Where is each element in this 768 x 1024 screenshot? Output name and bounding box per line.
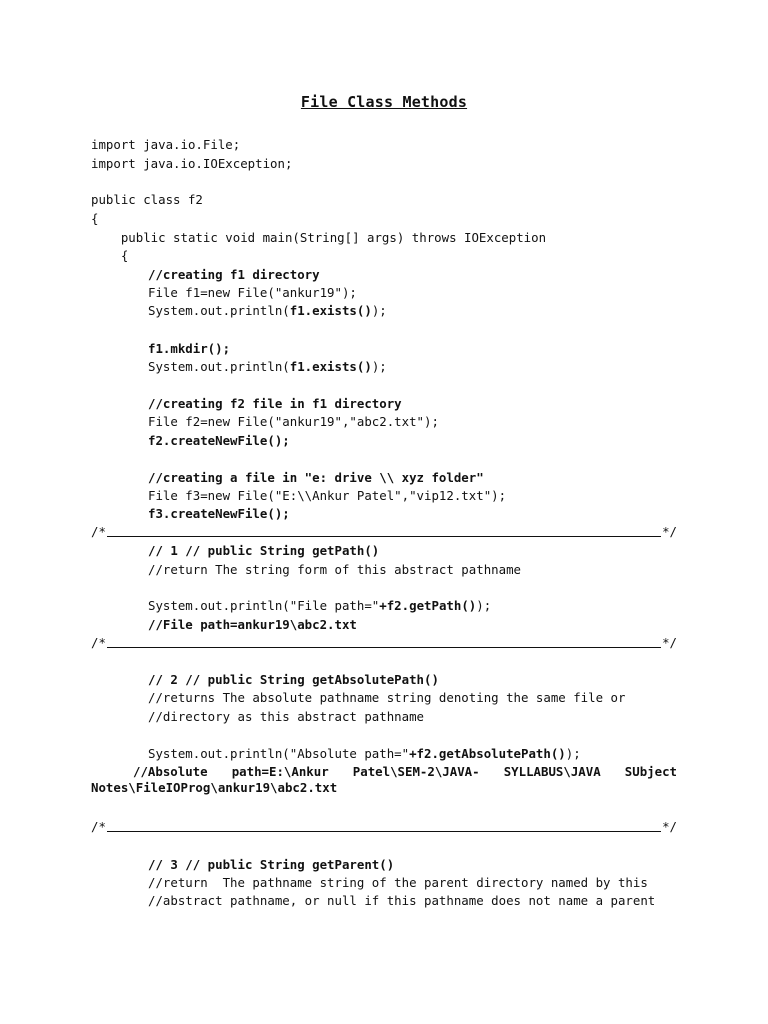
class-declaration-line: public class f2 (91, 192, 203, 207)
import-file-line: import java.io.File; (91, 137, 241, 152)
class-open-brace: { (91, 211, 99, 226)
heading-getparent: // 3 // public String getParent() (148, 857, 395, 872)
import-ioexception-line: import java.io.IOException; (91, 156, 293, 171)
separator-line: /* */ (91, 635, 677, 650)
comment-absolute-return-2: //directory as this abstract pathname (148, 709, 425, 724)
code-line-new-f2: File f2=new File("ankur19","abc2.txt"); (148, 414, 439, 429)
heading-getabsolutepath: // 2 // public String getAbsolutePath() (148, 672, 439, 687)
code-line-mkdir: f1.mkdir(); (148, 341, 231, 356)
comment-parent-return-2: //abstract pathname, or null if this pathname does not name a parent (148, 893, 656, 908)
code-line-new-f3: File f3=new File("E:\\Ankur Patel","vip12.txt"); (148, 488, 507, 503)
code-line-print-exists-1: System.out.println(f1.exists()); (148, 303, 387, 318)
separator-line: /* */ (91, 524, 677, 539)
comment-getpath-return: //return The string form of this abstract pathname (148, 562, 521, 577)
comment-absolute-output: //Absolute path=E:\Ankur Patel\SEM-2\JAVA- SYLLABUS\JAVA SUbject Notes\FileIOProg\ankur19\abc2.txt (91, 764, 677, 795)
comment-path-output: //File path=ankur19\abc2.txt (148, 617, 357, 632)
code-line-print-exists-2: System.out.println(f1.exists()); (148, 359, 387, 374)
code-line-print-absolute: System.out.println("Absolute path="+f2.getAbsolutePath()); (148, 746, 581, 761)
main-open-brace: { (91, 248, 129, 263)
code-line-create-f3: f3.createNewFile(); (148, 506, 290, 521)
comment-creating-e-drive: //creating a file in "e: drive \\ xyz folder" (148, 470, 484, 485)
comment-parent-return-1: //return The pathname string of the parent directory named by this (148, 875, 648, 890)
heading-getpath: // 1 // public String getPath() (148, 543, 380, 558)
comment-absolute-return-1: //returns The absolute pathname string denoting the same file or (148, 690, 626, 705)
separator-line: /* */ (91, 819, 677, 834)
comment-creating-f1: //creating f1 directory (148, 267, 320, 282)
code-line-new-f1: File f1=new File("ankur19"); (148, 285, 357, 300)
code-line-print-path: System.out.println("File path="+f2.getPath()); (148, 598, 492, 613)
main-method-line: public static void main(String[] args) throws IOException (91, 230, 547, 245)
page-title: File Class Methods (300, 93, 468, 111)
code-line-create-f2: f2.createNewFile(); (148, 433, 290, 448)
comment-creating-f2: //creating f2 file in f1 directory (148, 396, 402, 411)
